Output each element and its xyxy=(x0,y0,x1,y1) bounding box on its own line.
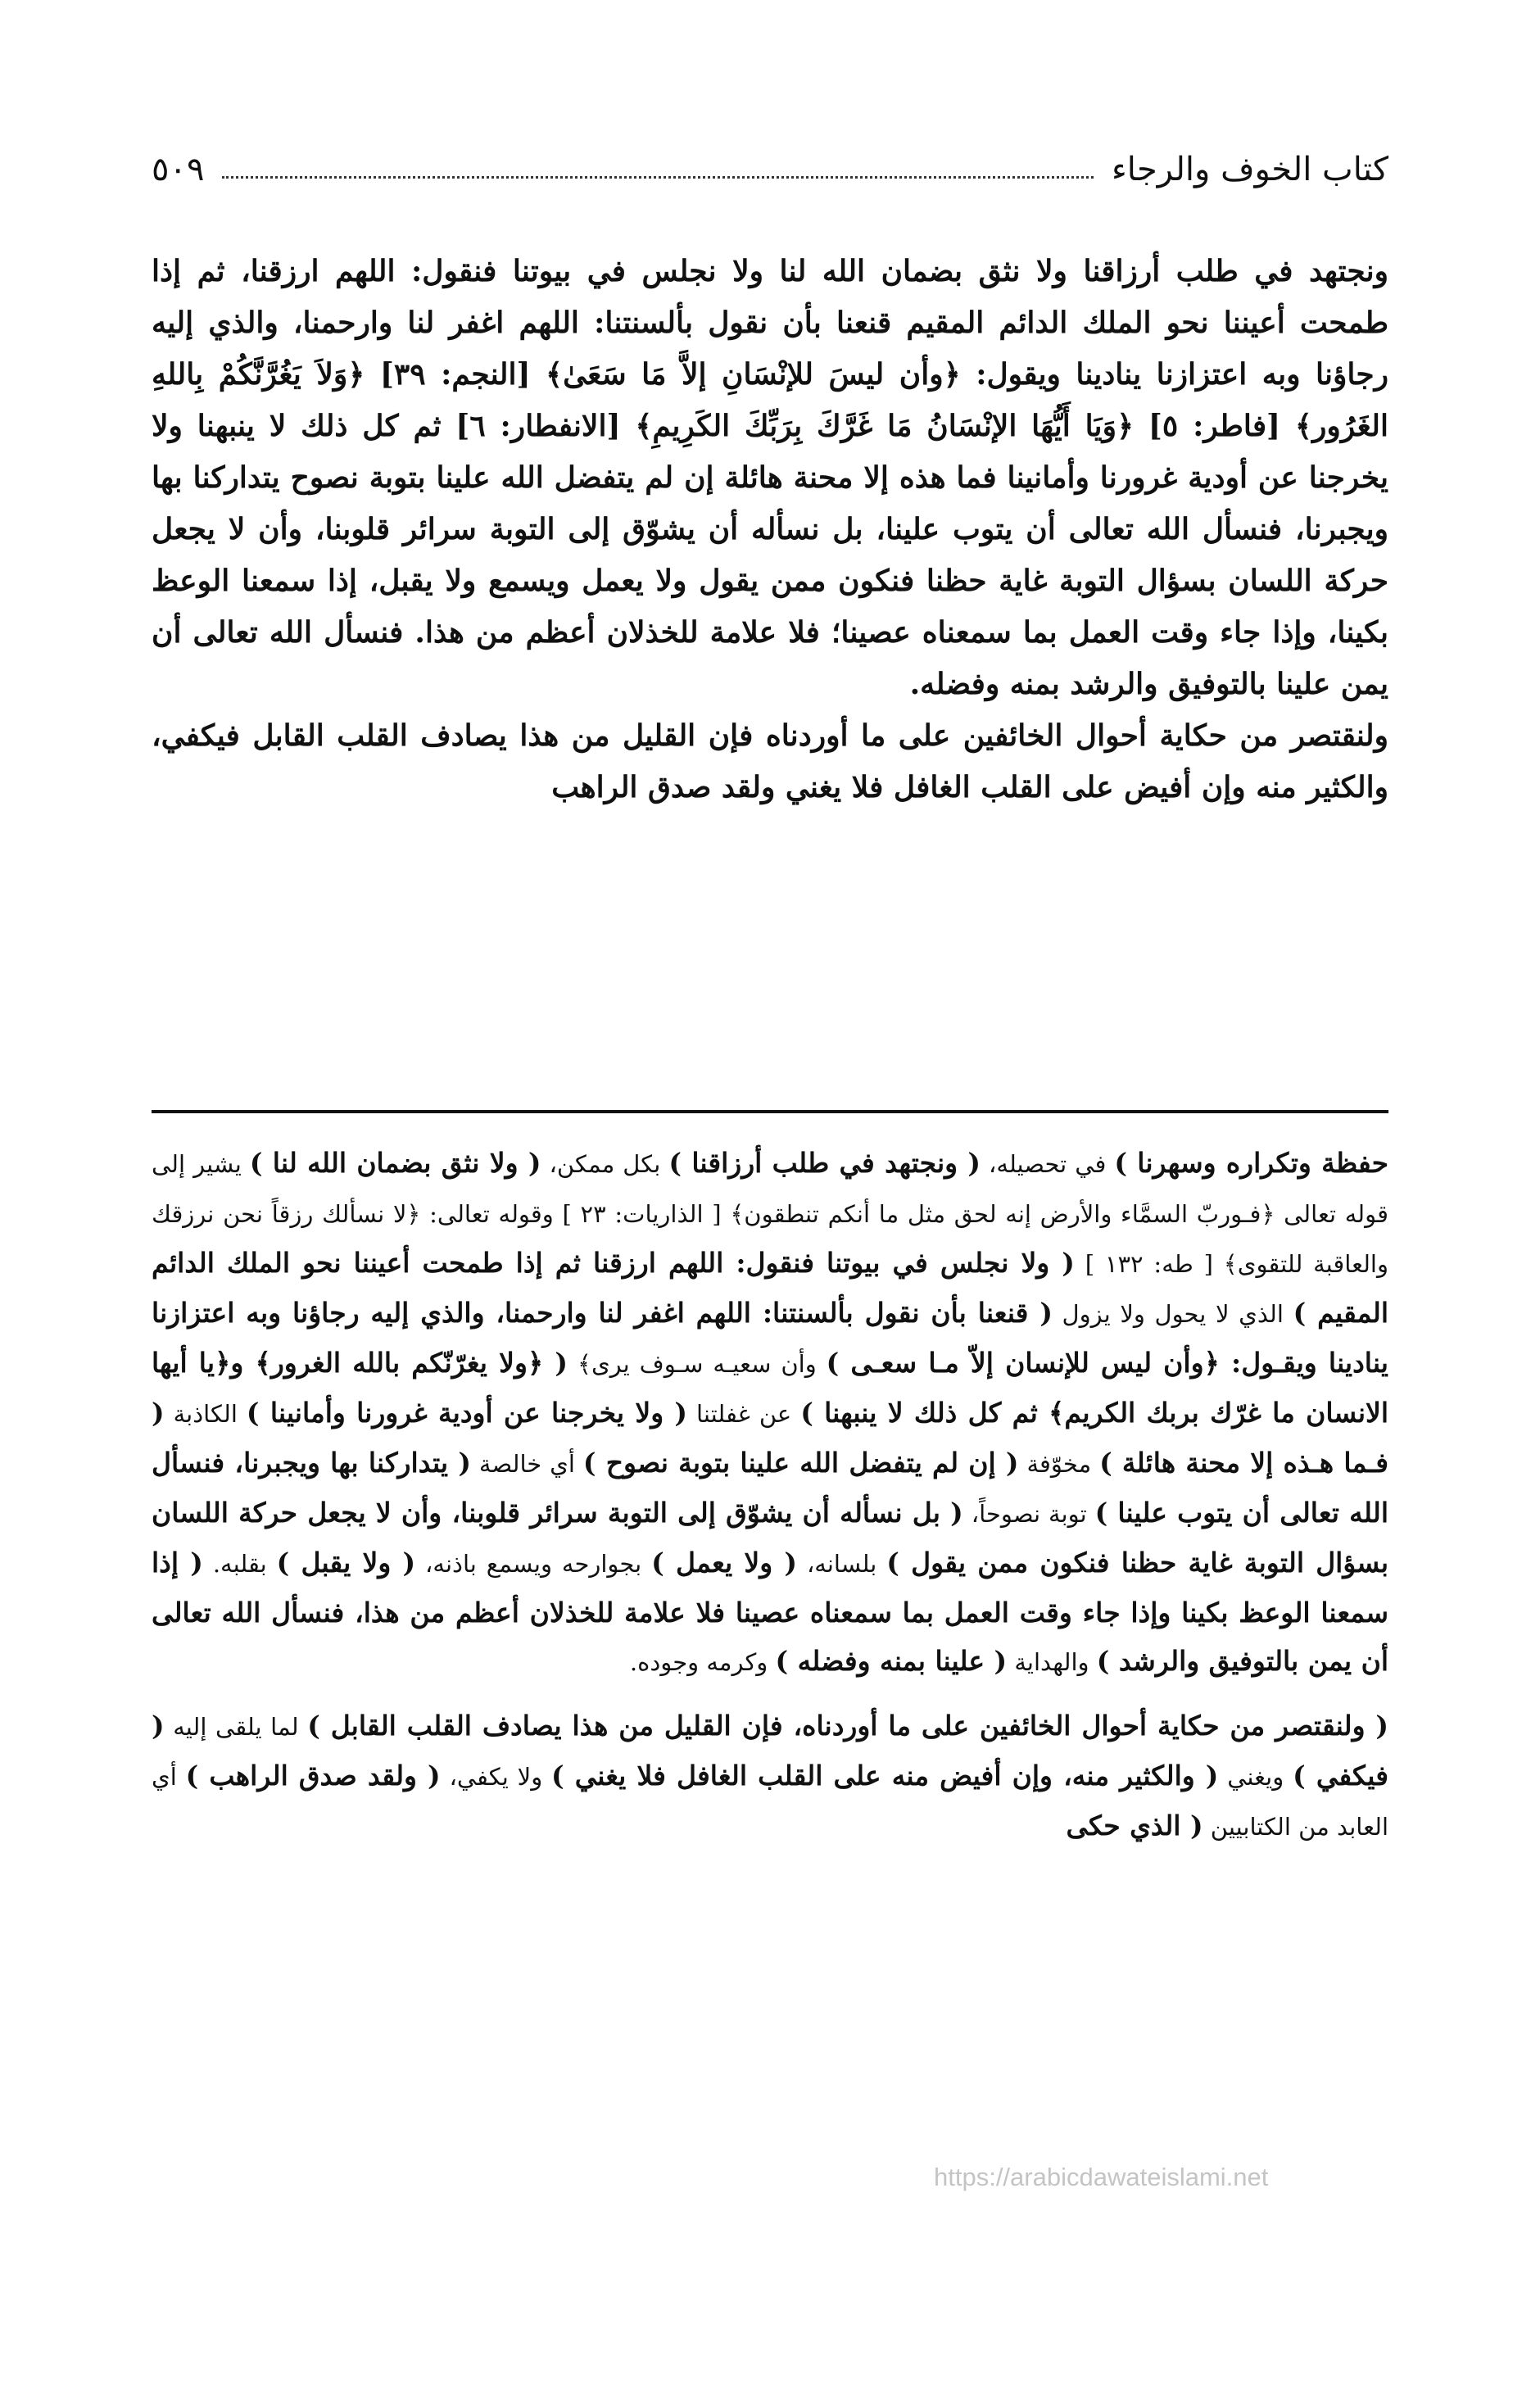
commentary-text-segment: ولا يكفي، xyxy=(440,1763,552,1791)
quoted-text-segment: ( فيكفي ) xyxy=(152,1710,1388,1792)
commentary-text-segment: بكل ممكن، xyxy=(541,1150,669,1178)
quoted-text-segment: ( علينا بمنه وفضله ) xyxy=(775,1645,1008,1677)
commentary-paragraph-2 xyxy=(152,1701,1388,1851)
commentary-text-segment: وأن سعيـه سـوف يرى﴾ xyxy=(568,1350,827,1378)
footnote-divider xyxy=(152,1110,1388,1113)
quoted-text-segment: ( ولا نثق بضمان الله لنا ) xyxy=(249,1147,541,1179)
commentary-text-segment: بجوارحه ويسمع باذنه، xyxy=(415,1550,652,1578)
main-paragraph-2: ولنقتصر من حكاية أحوال الخائفين على ما أوردناه فإن القليل من هذا يصادف القلب القابل فيكفي، والكثير منه وإن أفيض على القلب الغافل فلا يغني ولقد صدق الراهب xyxy=(152,718,1388,804)
quoted-text-segment: ( ولنقتصر من حكاية أحوال الخائفين على ما أوردناه، فإن القليل من هذا يصادف القلب القابل ) xyxy=(307,1710,1389,1742)
commentary-text-segment: أي خالصة xyxy=(470,1450,583,1478)
quoted-text-segment: ( ولا يقبل ) xyxy=(276,1547,416,1579)
commentary-text-segment: والهداية xyxy=(1007,1648,1097,1676)
chapter-title: كتاب الخوف والرجاء xyxy=(1111,151,1388,188)
quoted-text-segment: ( ولا نجلس في بيوتنا فنقول: اللهم ارزقنا ثم إذا طمحت أعيننا نحو الملك الدائم المقيم ) xyxy=(152,1247,1388,1329)
commentary-text-segment: لما يلقى إليه xyxy=(164,1713,308,1741)
quoted-text-segment: ( ونجتهد في طلب أرزاقنا ) xyxy=(668,1147,981,1179)
commentary-text-segment: عن غفلتنا xyxy=(687,1400,801,1428)
commentary-text-segment: وكرمه وجوده. xyxy=(629,1648,776,1676)
main-paragraph-1: ونجتهد في طلب أرزاقنا ولا نثق بضمان الله لنا ولا نجلس في بيوتنا فنقول: اللهم ارزقنا، ثم إذا طمحت أعيننا نحو الملك الدائم المقيم قنعنا بأن نقول بألسنتنا: اللهم اغفر لنا وارحمنا، والذي إليه رجاؤنا وبه اعتزازنا ينادينا ويقول: ﴿وأن ليسَ للإنْسَانِ إلاَّ مَا سَعَىٰ﴾ [النجم: ٣٩] ﴿وَلاَ يَغُرَّنَّكُمْ بِاللهِ الغَرُور﴾ [فاطر: ٥] ﴿وَيَا أَيُّهَا الإنْسَانُ مَا غَرَّكَ بِرَبِّكَ الكَرِيمِ﴾ [الانفطار: ٦] ثم كل ذلك لا ينبهنا ولا يخرجنا عن أودية غرورنا وأمانينا فما هذه إلا محنة هائلة إن لم يتفضل الله علينا بتوبة نصوح يتداركنا بها ويجبرنا، فنسأل الله تعالى أن يتوب علينا، بل نسأله أن يشوّق إلى التوبة سرائر قلوبنا، وأن لا يجعل حركة اللسان بسؤال التوبة غاية حظنا فنكون ممن يقول ولا يعمل ويسمع ولا يقبل، إذا سمعنا الوعظ بكينا، وإذا جاء وقت العمل بما سمعناه عصينا؛ فلا علامة للخذلان أعظم من هذا. فنسأل الله تعالى أن يمن علينا بالتوفيق والرشد بمنه وفضله. xyxy=(152,254,1388,701)
quoted-text-segment: ( بل نسأله أن يشوّق إلى التوبة سرائر قلوبنا، وأن لا يجعل حركة اللسان بسؤال التوبة غاية حظنا فنكون ممن يقول ) xyxy=(152,1497,1389,1579)
quoted-text-segment: ( إذا سمعنا الوعظ بكينا وإذا جاء وقت العمل بما سمعناه عصينا فلا علامة للخذلان أعظم من هذا، فنسأل الله تعالى أن يمن بالتوفيق والرشد ) xyxy=(152,1547,1388,1677)
quoted-text-segment: ( ولا يعمل ) xyxy=(651,1547,797,1579)
running-header xyxy=(152,139,1388,188)
commentary-text-segment: في تحصيله، xyxy=(981,1150,1115,1178)
commentary-text-segment: توبة نصوحاً، xyxy=(962,1500,1095,1528)
commentary-text-segment: أي العابد من الكتابيين xyxy=(152,1763,1388,1841)
page-number: ٥٠٩ xyxy=(152,151,205,188)
quoted-text-segment: ( ولا يخرجنا عن أودية غرورنا وأمانينا ) xyxy=(246,1397,688,1429)
quoted-text-segment: حفظة وتكراره وسهرنا ) xyxy=(1114,1147,1388,1179)
quoted-text-segment: ( يتداركنا بها ويجبرنا، فنسأل الله تعالى أن يتوب علينا ) xyxy=(152,1447,1388,1529)
commentary xyxy=(152,1139,1388,1866)
watermark-url: https://arabicdawateislami.net xyxy=(934,2163,1269,2191)
commentary-text-segment: بقلبه. xyxy=(202,1550,277,1578)
commentary-text-segment: بلسانه، xyxy=(797,1550,887,1578)
commentary-text-segment: الكاذبة xyxy=(164,1400,247,1428)
commentary-text-segment: ويغني xyxy=(1218,1763,1293,1791)
quoted-text-segment: ( فـما هـذه إلا محنة هائلة ) xyxy=(152,1397,1388,1479)
quoted-text-segment: ( الذي حكى xyxy=(1066,1810,1203,1842)
quoted-text-segment: ( قنعنا بأن نقول بألسنتنا: اللهم اغفر لنا وارحمنا، والذي إليه رجاؤنا وبه اعتزازنا ينادينا ويقـول: ﴿وأن ليس للإنسان إلاّ مـا سعـى ) xyxy=(152,1297,1388,1379)
commentary-text-segment: مخوّفة xyxy=(1018,1450,1100,1478)
commentary-text-segment: يشير إلى قوله تعالى ﴿فـوربّ السمَّاء والأرض إنه لحق مثل ما أنكم تنطقون﴾ [ الذاريات: ٢٣ ] وقوله تعالى: ﴿لا نسألك رزقاً نحن نرزقك والعاقبة للتقوى﴾ [ طه: ١٣٢ ] xyxy=(152,1150,1388,1278)
quoted-text-segment: ( ﴿ولا يغرّنّكم بالله الغرور﴾ و﴿يا أيها الانسان ما غرّك بربك الكريم﴾ ثم كل ذلك لا ينبهنا ) xyxy=(152,1347,1388,1429)
commentary-paragraph-1 xyxy=(152,1139,1388,1687)
commentary-text-segment: الذي لا يحول ولا يزول xyxy=(1052,1300,1293,1328)
quoted-text-segment: ( ولقد صدق الراهب ) xyxy=(185,1760,441,1792)
main-text xyxy=(152,246,1388,813)
quoted-text-segment: ( إن لم يتفضل الله علينا بتوبة نصوح ) xyxy=(582,1447,1019,1479)
leader-dots xyxy=(222,176,1094,179)
quoted-text-segment: ( والكثير منه، وإن أفيض منه على القلب الغافل فلا يغني ) xyxy=(551,1760,1219,1792)
